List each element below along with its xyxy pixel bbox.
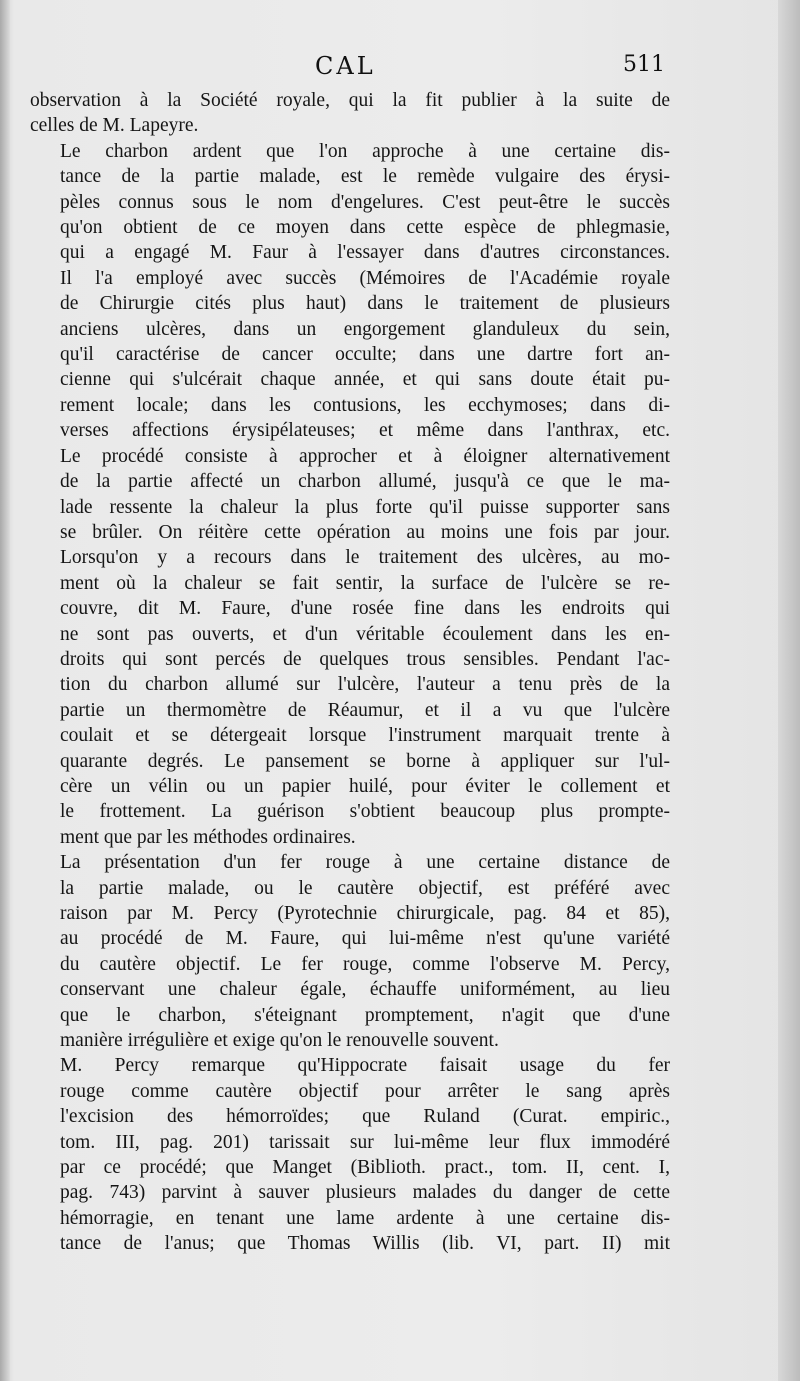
text-line: quarante degrés. Le pansement se borne à appliquer sur l'ul- (60, 750, 670, 772)
text-line: tance de la partie malade, est le remède vulgaire des érysi- (60, 166, 670, 188)
text-line: anciens ulcères, dans un engorgement glanduleux du sein, (60, 318, 670, 340)
text-line: cienne qui s'ulcérait chaque année, et qui sans doute était pu- (60, 369, 670, 391)
paragraph-2 (30, 139, 670, 850)
text-line: M. Percy remarque qu'Hippocrate faisait usage du fer (60, 1055, 670, 1077)
page-edge (778, 0, 800, 1381)
text-line: raison par M. Percy (Pyrotechnie chirurgicale, pag. 84 et 85), (60, 903, 670, 924)
text-line: ment où la chaleur se fait sentir, la surface de l'ulcère se re- (60, 572, 670, 594)
text-line: le frottement. La guérison s'obtient beaucoup plus prompte- (60, 801, 670, 823)
paragraph-1 (30, 88, 670, 139)
text-line: conservant une chaleur égale, échauffe uniformément, au lieu (60, 979, 670, 1001)
text-line: hémorragie, en tenant une lame ardente à une certaine dis- (60, 1207, 670, 1229)
text-line: que le charbon, s'éteignant promptement, n'agit que d'une (60, 1004, 670, 1026)
text-line: du cautère objectif. Le fer rouge, comme l'observe M. Percy, (60, 953, 670, 975)
text-line: lade ressente la chaleur la plus forte qu'il puisse supporter sans (60, 496, 670, 518)
text-line: cère un vélin ou un papier huilé, pour éviter le collement et (60, 775, 670, 797)
text-line: celles de M. Lapeyre. (30, 115, 199, 137)
text-line: Il l'a employé avec succès (Mémoires de l'Académie royale (60, 267, 670, 289)
text-line: par ce procédé; que Manget (Biblioth. pract., tom. II, cent. I, (60, 1157, 670, 1179)
text-line: qu'il caractérise de cancer occulte; dans une dartre fort an- (60, 344, 670, 366)
page-number: 511 (623, 52, 665, 77)
text-line: ment que par les méthodes ordinaires. (60, 826, 356, 848)
text-line: tion du charbon allumé sur l'ulcère, l'auteur a tenu près de la (60, 674, 670, 696)
text-line: Le charbon ardent que l'on approche à une certaine dis- (60, 140, 670, 162)
text-line: se brûler. On réitère cette opération au moins une fois par jour. (60, 521, 670, 543)
paragraph-3 (30, 850, 670, 1053)
text-line: pag. 743) parvint à sauver plusieurs malades du danger de cette (60, 1182, 670, 1204)
text-line: de la partie affecté un charbon allumé, jusqu'à ce que le ma- (60, 471, 670, 493)
text-line: Lorsqu'on y a recours dans le traitement des ulcères, au mo- (60, 547, 670, 569)
text-line: ne sont pas ouverts, et d'un véritable écoulement dans les en- (60, 623, 670, 645)
text-line: droits qui sont percés de quelques trous sensibles. Pendant l'ac- (60, 648, 670, 670)
text-line: observation à la Société royale, qui la fit publier à la suite de (30, 90, 670, 111)
text-line: de Chirurgie cités plus haut) dans le traitement de plusieurs (60, 293, 670, 315)
body-text (30, 88, 670, 1257)
text-line: tance de l'anus; que Thomas Willis (lib. VI, part. II) mit (60, 1233, 670, 1255)
running-head: CAL (315, 52, 376, 80)
text-line: au procédé de M. Faure, qui lui-même n'est qu'une variété (60, 928, 670, 950)
text-line: verses affections érysipélateuses; et même dans l'anthrax, etc. (60, 420, 670, 442)
text-line: rouge comme cautère objectif pour arrêter le sang après (60, 1080, 670, 1102)
text-line: tom. III, pag. 201) tarissait sur lui-même leur flux immodéré (60, 1131, 670, 1153)
text-line: la partie malade, ou le cautère objectif, est préféré avec (60, 877, 670, 899)
page-spine-shadow (0, 0, 10, 1381)
text-line: partie un thermomètre de Réaumur, et il a vu que l'ulcère (60, 699, 670, 721)
text-line: coulait et se détergeait lorsque l'instrument marquait trente à (60, 725, 670, 747)
text-line: manière irrégulière et exige qu'on le renouvelle souvent. (60, 1030, 499, 1052)
text-line: qu'on obtient de ce moyen dans cette espèce de phlegmasie, (60, 217, 670, 239)
text-line: l'excision des hémorroïdes; que Ruland (Curat. empiric., (60, 1106, 670, 1128)
page-header (30, 52, 670, 86)
text-line: pèles connus sous le nom d'engelures. C'est peut-être le succès (60, 191, 670, 213)
text-line: Le procédé consiste à approcher et à éloigner alternativement (60, 445, 670, 467)
text-line: La présentation d'un fer rouge à une certaine distance de (60, 852, 670, 874)
text-line: couvre, dit M. Faure, d'une rosée fine dans les endroits qui (60, 598, 670, 620)
text-line: qui a engagé M. Faur à l'essayer dans d'autres circonstances. (60, 242, 670, 264)
text-line: rement locale; dans les contusions, les ecchymoses; dans di- (60, 394, 670, 416)
paragraph-4 (30, 1053, 670, 1256)
